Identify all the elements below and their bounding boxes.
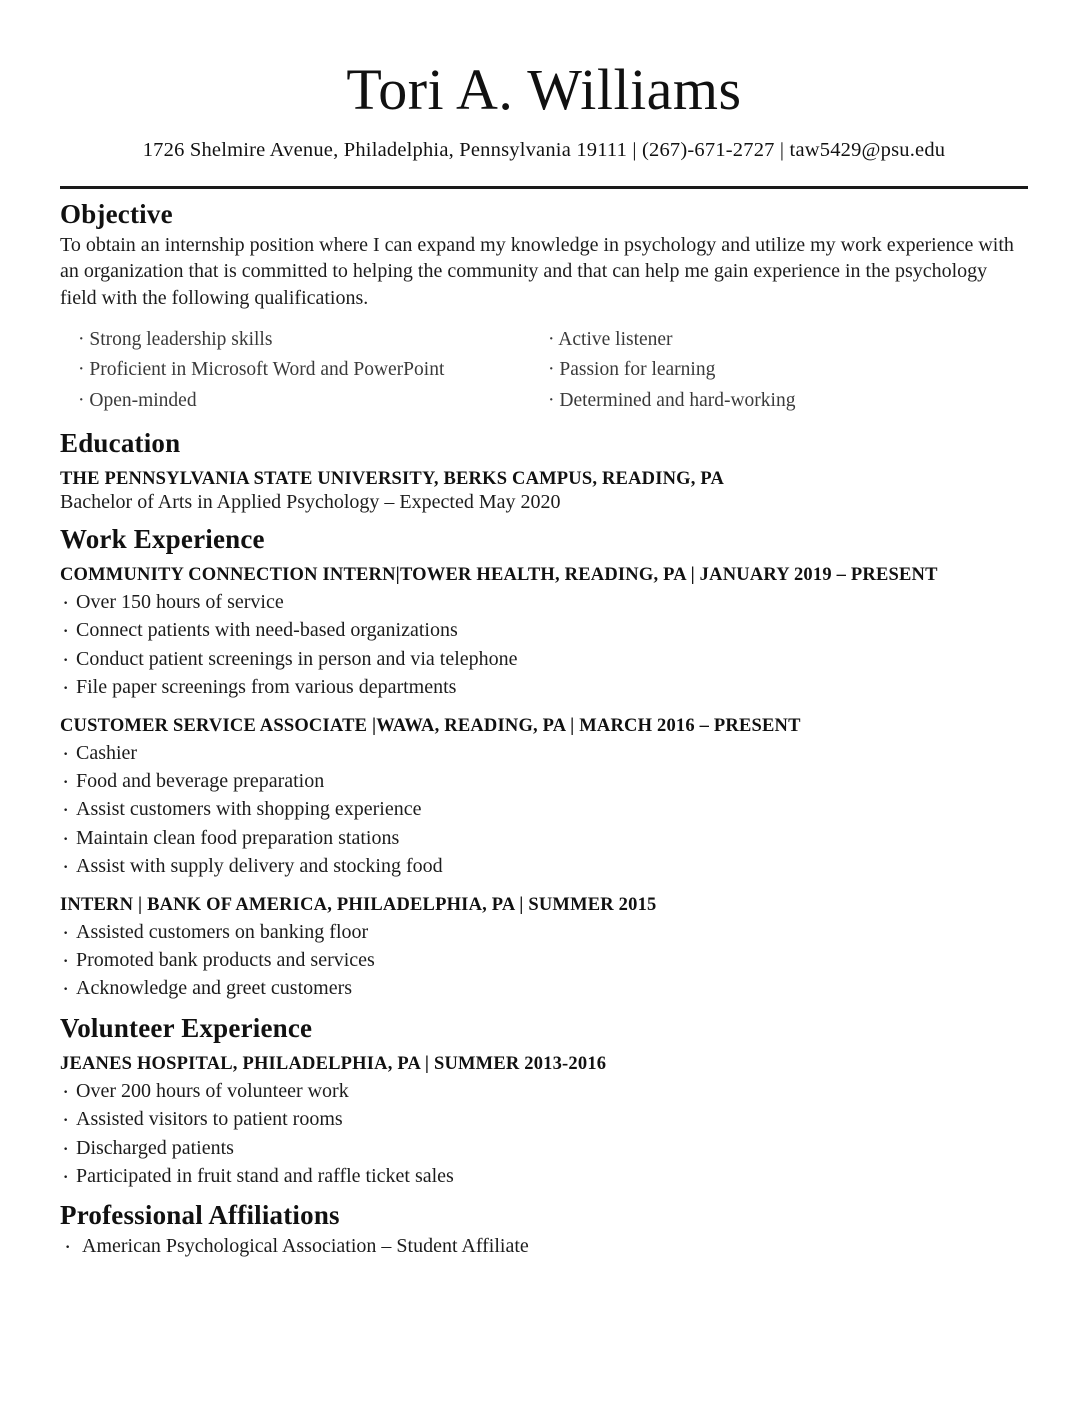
volunteer-entry — [60, 1054, 1028, 1191]
list-item: · Promoted bank products and services — [60, 946, 1028, 974]
list-item: · File paper screenings from various departments — [60, 673, 1028, 701]
list-item: · Assist with supply delivery and stocking food — [60, 852, 1028, 880]
education-degree: Bachelor of Arts in Applied Psychology – Expected May 2020 — [60, 491, 561, 514]
skills-column-right — [548, 327, 795, 418]
list-item: · Over 200 hours of volunteer work — [60, 1077, 1028, 1105]
list-item: · Discharged patients — [60, 1134, 1028, 1162]
list-item: · Over 150 hours of service — [60, 588, 1028, 616]
list-item: · Conduct patient screenings in person and via telephone — [60, 645, 1028, 673]
section-heading-education: Education — [60, 428, 181, 459]
list-item: · Acknowledge and greet customers — [60, 974, 1028, 1002]
list-item: · Assisted customers on banking floor — [60, 918, 1028, 946]
list-item: · Proficient in Microsoft Word and PowerPoint — [78, 359, 445, 381]
section-heading-work-experience: Work Experience — [60, 524, 265, 555]
list-item: · Cashier — [60, 739, 1028, 767]
list-item: · Determined and hard-working — [548, 389, 796, 411]
education-school: THE PENNSYLVANIA STATE UNIVERSITY, BERKS CAMPUS, READING, PA — [60, 469, 725, 490]
skills-list — [78, 327, 1028, 418]
list-item: · Passion for learning — [548, 359, 716, 381]
list-item: · Strong leadership skills — [78, 329, 273, 351]
objective-text: To obtain an internship position where I can expand my knowledge in psychology and utilize my work experience with an organization that is committed to helping the community and that can help me gain experience in the psychology field with the following qualifications. — [60, 233, 1014, 309]
list-item: · Active listener — [548, 329, 673, 351]
work-entry — [60, 716, 1028, 881]
list-item: · Participated in fruit stand and raffle ticket sales — [60, 1162, 1028, 1190]
work-entry — [60, 895, 1028, 1003]
work-entry-title: CUSTOMER SERVICE ASSOCIATE |WAWA, READING, PA | MARCH 2016 – PRESENT — [60, 715, 801, 736]
work-entry-bullets — [60, 739, 1028, 881]
work-entry-bullets — [60, 588, 1028, 702]
list-item: · Maintain clean food preparation stations — [60, 824, 1028, 852]
section-heading-objective: Objective — [60, 198, 173, 229]
list-item: · American Psychological Association – Student Affiliate — [60, 1235, 1028, 1258]
contact-line: 1726 Shelmire Avenue, Philadelphia, Pennsylvania 19111 | (267)-671-2727 | taw5429@psu.edu — [142, 138, 946, 161]
skills-column-left — [78, 327, 548, 418]
work-entry-bullets — [60, 918, 1028, 1003]
list-item: · Assist customers with shopping experience — [60, 795, 1028, 823]
list-item: · Assisted visitors to patient rooms — [60, 1105, 1028, 1133]
volunteer-entry-title: JEANES HOSPITAL, PHILADELPHIA, PA | SUMMER 2013-2016 — [60, 1053, 607, 1074]
list-item: · Open-minded — [78, 389, 197, 411]
list-item: · Food and beverage preparation — [60, 767, 1028, 795]
header-divider — [60, 186, 1028, 189]
section-heading-volunteer-experience: Volunteer Experience — [60, 1012, 313, 1043]
candidate-name: Tori A. Williams — [346, 57, 742, 122]
work-entry-title: INTERN | BANK OF AMERICA, PHILADELPHIA, PA | SUMMER 2015 — [60, 894, 657, 915]
list-item: · Connect patients with need-based organizations — [60, 616, 1028, 644]
section-heading-professional-affiliations: Professional Affiliations — [60, 1200, 340, 1231]
work-entry-title: COMMUNITY CONNECTION INTERN|TOWER HEALTH, READING, PA | JANUARY 2019 – PRESENT — [60, 565, 938, 586]
work-entry — [60, 565, 1028, 702]
volunteer-entry-bullets — [60, 1077, 1028, 1191]
